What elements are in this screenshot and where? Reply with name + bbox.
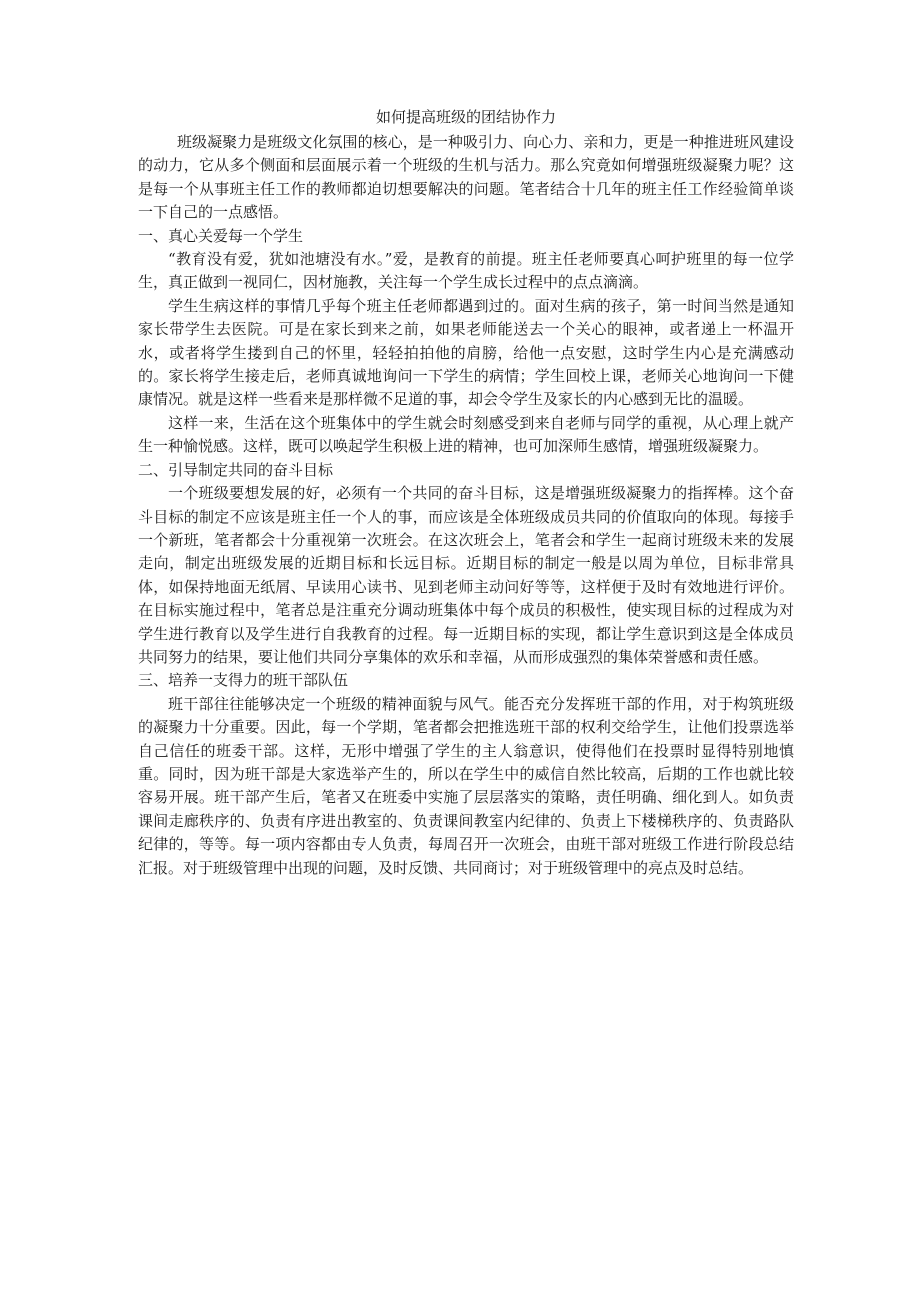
section-heading: 二、引导制定共同的奋斗目标 bbox=[138, 460, 334, 479]
body-paragraph: 班干部往往能够决定一个班级的精神面貌与风气。能否充分发挥班干部的作用，对于构筑班级的凝聚力十分重要。因此，每一个学期，笔者都会把推选班干部的权利交给学生，让他们投票选举自己信任的班委干部。这样，无形中增强了学生的主人翁意识，使得他们在投票时显得特别地慎重。同时，因为班干部是大家选举产生的，所以在学生中的威信自然比较高，后期的工作也就比较容易开展。班干部产生后，笔者又在班委中实施了层层落实的策略，责任明确、细化到人。如负责课间走廊秩序的、负责有序进出教室的、负责课间教室内纪律的、负责上下楼梯秩序的、负责路队纪律的，等等。每一项内容都由专人负责，每周召开一次班会，由班干部对班级工作进行阶段总结汇报。对于班级管理中出现的问题，及时反馈、共同商讨；对于班级管理中的亮点及时总结。 bbox=[138, 694, 794, 877]
section-2 bbox=[138, 459, 794, 670]
body-paragraph: “教育没有爱，犹如池塘没有水。”爱，是教育的前提。班主任老师要真心呵护班里的每一位学生，真正做到一视同仁，因材施教，关注每一个学生成长过程中的点点滴滴。 bbox=[138, 250, 794, 292]
document-page bbox=[138, 106, 794, 880]
section-heading: 一、真心关爱每一个学生 bbox=[138, 226, 304, 245]
document-title: 如何提高班级的团结协作力 bbox=[375, 108, 556, 126]
body-paragraph: 学生生病这样的事情几乎每个班主任老师都遇到过的。面对生病的孩子，第一时间当然是通知家长带学生去医院。可是在家长到来之前，如果老师能送去一个关心的眼神，或者递上一杯温开水，或者将学生搂到自己的怀里，轻轻拍拍他的肩膀，给他一点安慰，这时学生内心是充满感动的。家长将学生接走后，老师真诚地询问一下学生的病情；学生回校上课，老师关心地询问一下健康情况。就是这样一些看来是那样微不足道的事，却会令学生及家长的内心感到无比的温暖。 bbox=[138, 296, 794, 409]
body-paragraph: 一个班级要想发展的好，必须有一个共同的奋斗目标，这是增强班级凝聚力的指挥棒。这个奋斗目标的制定不应该是班主任一个人的事，而应该是全体班级成员共同的价值取向的体现。每接手一个新班，笔者都会十分重视第一次班会。在这次班会上，笔者会和学生一起商讨班级未来的发展走向，制定出班级发展的近期目标和长远目标。近期目标的制定一般是以周为单位，目标非常具体，如保持地面无纸屑、早读用心读书、见到老师主动问好等等，这样便于及时有效地进行评价。在目标实施过程中，笔者总是注重充分调动班集体中每个成员的积极性，使实现目标的过程成为对学生进行教育以及学生进行自我教育的过程。每一近期目标的实现，都让学生意识到这是全体成员共同努力的结果，要让他们共同分享集体的欢乐和幸福，从而形成强烈的集体荣誉感和责任感。 bbox=[138, 484, 794, 666]
section-1 bbox=[138, 225, 794, 459]
intro-paragraph: 班级凝聚力是班级文化氛围的核心，是一种吸引力、向心力、亲和力，更是一种推进班风建设的动力，它从多个侧面和层面展示着一个班级的生机与活力。那么究竟如何增强班级凝聚力呢？这是每一个从事班主任工作的教师都迫切想要解决的问题。笔者结合十几年的班主任工作经验简单谈一下自己的一点感悟。 bbox=[138, 133, 794, 222]
body-paragraph: 这样一来，生活在这个班集体中的学生就会时刻感受到来自老师与同学的重视，从心理上就产生一种愉悦感。这样，既可以唤起学生积极上进的精神，也可加深师生感情，增强班级凝聚力。 bbox=[138, 413, 794, 456]
section-heading: 三、培养一支得力的班干部队伍 bbox=[138, 671, 349, 690]
section-3 bbox=[138, 669, 794, 880]
